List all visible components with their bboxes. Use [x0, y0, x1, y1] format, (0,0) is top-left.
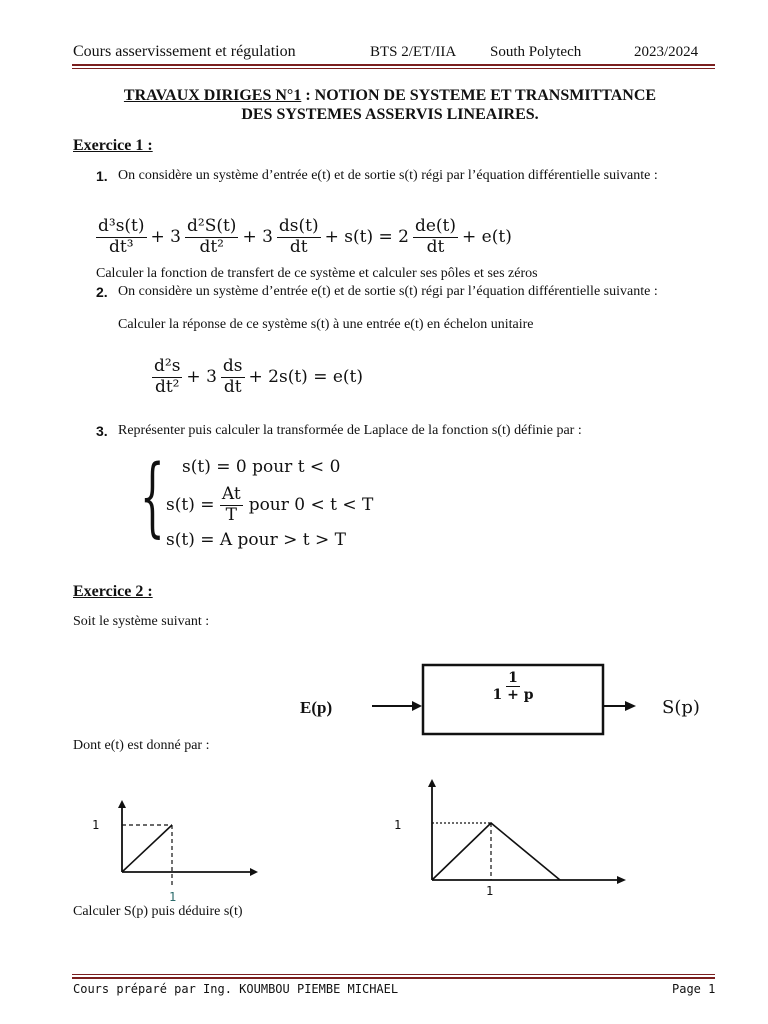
input-arrowhead	[412, 701, 422, 711]
case-2: s(t) = $\frac{At}{T}$ pour 0 < t < T	[166, 483, 374, 525]
q2-number: 2.	[96, 284, 108, 300]
piecewise-brace: {	[140, 447, 165, 547]
ex2-dont: Dont e(t) est donné par :	[73, 738, 210, 753]
header-course: Cours asservissement et régulation	[73, 43, 296, 60]
header-rule	[72, 64, 715, 66]
ramp-line	[122, 825, 172, 872]
footer-rule	[72, 977, 715, 979]
title-td: TRAVAUX DIRIGES N°1	[123, 87, 302, 104]
case-3: s(t) = A pour > t > T	[166, 530, 347, 550]
footer-author: Cours préparé par Ing. KOUMBOU PIEMBE MICHAEL	[73, 982, 399, 996]
title-rest: : NOTION DE SYSTEME ET TRANSMITTANCE	[301, 87, 657, 104]
page-title	[70, 86, 710, 105]
q2-sub: Calculer la réponse de ce système s(t) à une entrée e(t) en échelon unitaire	[118, 317, 534, 332]
triangle-line	[432, 823, 560, 880]
graph-triangle	[420, 776, 630, 886]
output-arrowhead	[625, 701, 636, 711]
q3-text: Représenter puis calculer la transformée de Laplace de la fonction s(t) définie par :	[118, 423, 582, 438]
equation-1: $\frac{\text{d³s(t)}}{\text{dt³}}$ + 3 $\frac{\text{d²S(t)}}{\text{dt²}}$ + 3 $\frac{ds(t)}{dt}$ + s(t) = 2 $\frac{de(t)}{dt}$ + e(t)	[98, 215, 512, 257]
q1-text: On considère un système d’entrée e(t) et de sortie s(t) régi par l’équation différentielle suivante :	[118, 168, 658, 183]
graph-ramp	[110, 798, 270, 898]
q2-text: On considère un système d’entrée e(t) et de sortie s(t) régi par l’équation différentielle suivante :	[118, 284, 658, 299]
exercise-1-heading: Exercice 1 :	[73, 137, 153, 154]
header-year: 2023/2024	[634, 44, 699, 60]
header-rule-thin	[72, 68, 715, 69]
exercise-2-heading: Exercice 2 :	[73, 583, 153, 600]
graph1-xlabel: 1	[169, 890, 177, 904]
header-school: South Polytech	[490, 44, 582, 60]
q1-after: Calculer la fonction de transfert de ce système et calculer ses pôles et ses zéros	[96, 266, 538, 281]
graph1-ylabel: 1	[92, 818, 100, 832]
header-level: BTS 2/ET/IIA	[370, 44, 457, 60]
footer-page: Page 1	[672, 982, 716, 996]
equation-2: $\frac{\text{d²s}}{\text{dt²}}$ + 3 $\frac{ds}{dt}$ + 2s(t) = e(t)	[154, 355, 363, 397]
footer-rule-thin	[72, 974, 715, 975]
q3-number: 3.	[96, 423, 108, 439]
graph2-xlabel: 1	[486, 884, 494, 898]
page-title-line2: DES SYSTEMES ASSERVIS LINEAIRES.	[241, 106, 539, 123]
case-1: s(t) = 0 pour t < 0	[182, 457, 341, 477]
input-label: E(p)	[300, 698, 333, 717]
output-label: S(p)	[662, 697, 700, 718]
ex2-intro: Soit le système suivant :	[73, 614, 210, 629]
transfer-function: $\frac{1}{1 + p}$	[492, 670, 534, 704]
graph2-ylabel: 1	[394, 818, 402, 832]
q1-number: 1.	[96, 168, 108, 184]
ex2-ask: Calculer S(p) puis déduire s(t)	[73, 904, 243, 919]
